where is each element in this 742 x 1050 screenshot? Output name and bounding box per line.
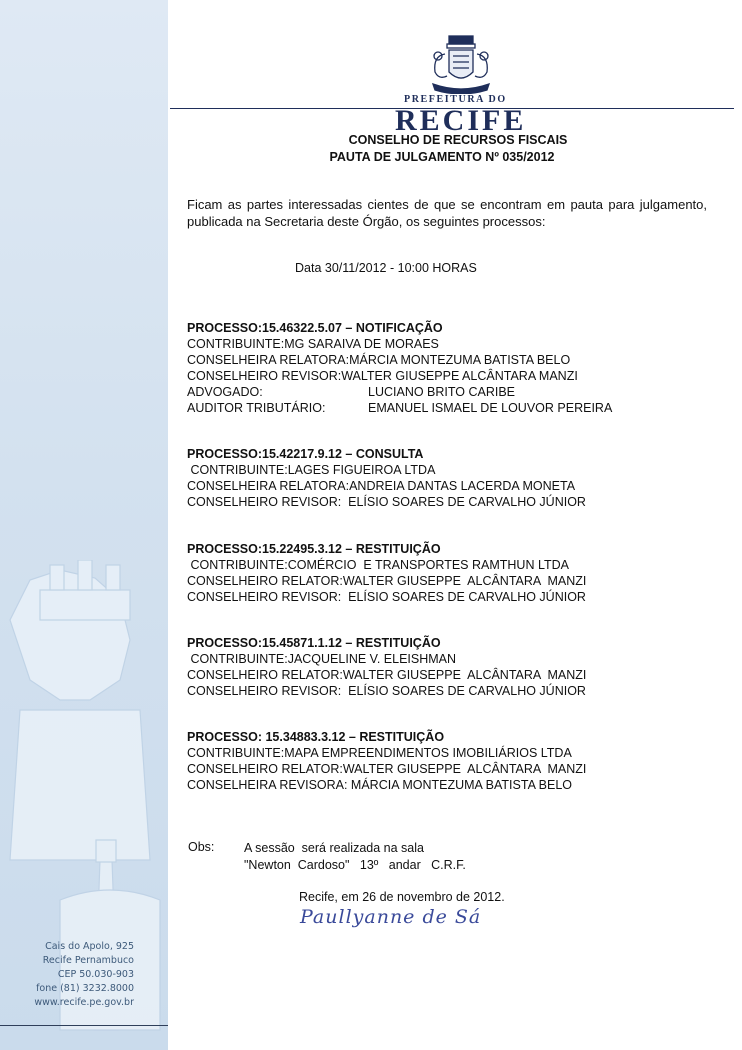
obs-line-1: A sessão será realizada na sala: [244, 841, 424, 855]
process-line: CONTRIBUINTE:MAPA EMPREENDIMENTOS IMOBILIÁRIOS LTDA: [187, 746, 572, 760]
process-line: CONSELHEIRO RELATOR:WALTER GIUSEPPE ALCÂNTARA MANZI: [187, 574, 587, 588]
process-block: [187, 446, 586, 510]
sidebar-divider: [0, 1025, 168, 1026]
advogado-row: [187, 384, 667, 400]
auditor-row: [187, 400, 667, 416]
address-city: Recife Pernambuco: [42, 955, 134, 966]
advogado-value: LUCIANO BRITO CARIBE: [368, 385, 516, 399]
process-line: CONSELHEIRO REVISOR:WALTER GIUSEPPE ALCÂNTARA MANZI: [187, 369, 578, 383]
process-line: CONTRIBUINTE:JACQUELINE V. ELEISHMAN: [187, 652, 457, 666]
process-block: [187, 541, 586, 605]
address-street: Cais do Apolo, 925: [45, 941, 134, 952]
address-cep: CEP 50.030-903: [57, 969, 134, 980]
process-block: [187, 635, 586, 699]
process-heading: PROCESSO: 15.34883.3.12 – RESTITUIÇÃO: [187, 730, 445, 744]
recife-logotype: RECIFE: [395, 104, 527, 137]
session-date: Data 30/11/2012 - 10:00 HORAS: [295, 261, 477, 275]
process-heading: PROCESSO:15.46322.5.07 – NOTIFICAÇÃO: [187, 321, 443, 335]
advogado-label: ADVOGADO:: [187, 385, 263, 399]
process-block: [187, 320, 667, 416]
prefeitura-label: PREFEITURA DO: [400, 94, 511, 105]
letterhead-sidebar: [0, 0, 168, 1050]
auditor-value: EMANUEL ISMAEL DE LOUVOR PEREIRA: [368, 401, 613, 415]
process-line: CONSELHEIRA RELATORA:MÁRCIA MONTEZUMA BATISTA BELO: [187, 353, 571, 367]
process-block: [187, 729, 586, 793]
process-line: CONTRIBUINTE:MG SARAIVA DE MORAES: [187, 337, 439, 351]
process-line: CONSELHEIRO REVISOR: ELÍSIO SOARES DE CARVALHO JÚNIOR: [187, 495, 586, 509]
process-line: CONSELHEIRO RELATOR:WALTER GIUSEPPE ALCÂNTARA MANZI: [187, 668, 587, 682]
process-line: CONTRIBUINTE:LAGES FIGUEIROA LTDA: [187, 463, 436, 477]
auditor-label: AUDITOR TRIBUTÁRIO:: [187, 401, 326, 415]
signoff-date: Recife, em 26 de novembro de 2012.: [299, 890, 505, 904]
agenda-title: PAUTA DE JULGAMENTO Nº 035/2012: [329, 150, 555, 164]
process-line: CONTRIBUINTE:COMÉRCIO E TRANSPORTES RAMTHUN LTDA: [187, 558, 569, 572]
process-line: CONSELHEIRA REVISORA: MÁRCIA MONTEZUMA BATISTA BELO: [187, 778, 573, 792]
process-line: CONSELHEIRO RELATOR:WALTER GIUSEPPE ALCÂNTARA MANZI: [187, 762, 587, 776]
intro-paragraph: Ficam as partes interessadas cientes de que se encontram em pauta para julgamento, publicada na Secretaria deste Órgão, os seguintes processos:: [187, 197, 707, 229]
obs-text: [244, 840, 466, 874]
process-heading: PROCESSO:15.45871.1.12 – RESTITUIÇÃO: [187, 636, 441, 650]
process-heading: PROCESSO:15.42217.9.12 – CONSULTA: [187, 447, 424, 461]
address-website: www.recife.pe.gov.br: [34, 997, 134, 1008]
address-block: [34, 940, 134, 1010]
process-line: CONSELHEIRA RELATORA:ANDREIA DANTAS LACERDA MONETA: [187, 479, 576, 493]
process-line: CONSELHEIRO REVISOR: ELÍSIO SOARES DE CARVALHO JÚNIOR: [187, 684, 586, 698]
address-phone: fone (81) 3232.8000: [36, 983, 134, 994]
obs-line-2: "Newton Cardoso" 13º andar C.R.F.: [244, 858, 466, 872]
handwritten-signature: Paullyanne de Sá: [300, 906, 482, 928]
obs-label: Obs:: [188, 840, 215, 854]
process-line: CONSELHEIRO REVISOR: ELÍSIO SOARES DE CARVALHO JÚNIOR: [187, 590, 586, 604]
process-heading: PROCESSO:15.22495.3.12 – RESTITUIÇÃO: [187, 542, 441, 556]
recife-coat-of-arms-icon: [425, 34, 497, 96]
council-title: CONSELHO DE RECURSOS FISCAIS: [348, 133, 568, 147]
